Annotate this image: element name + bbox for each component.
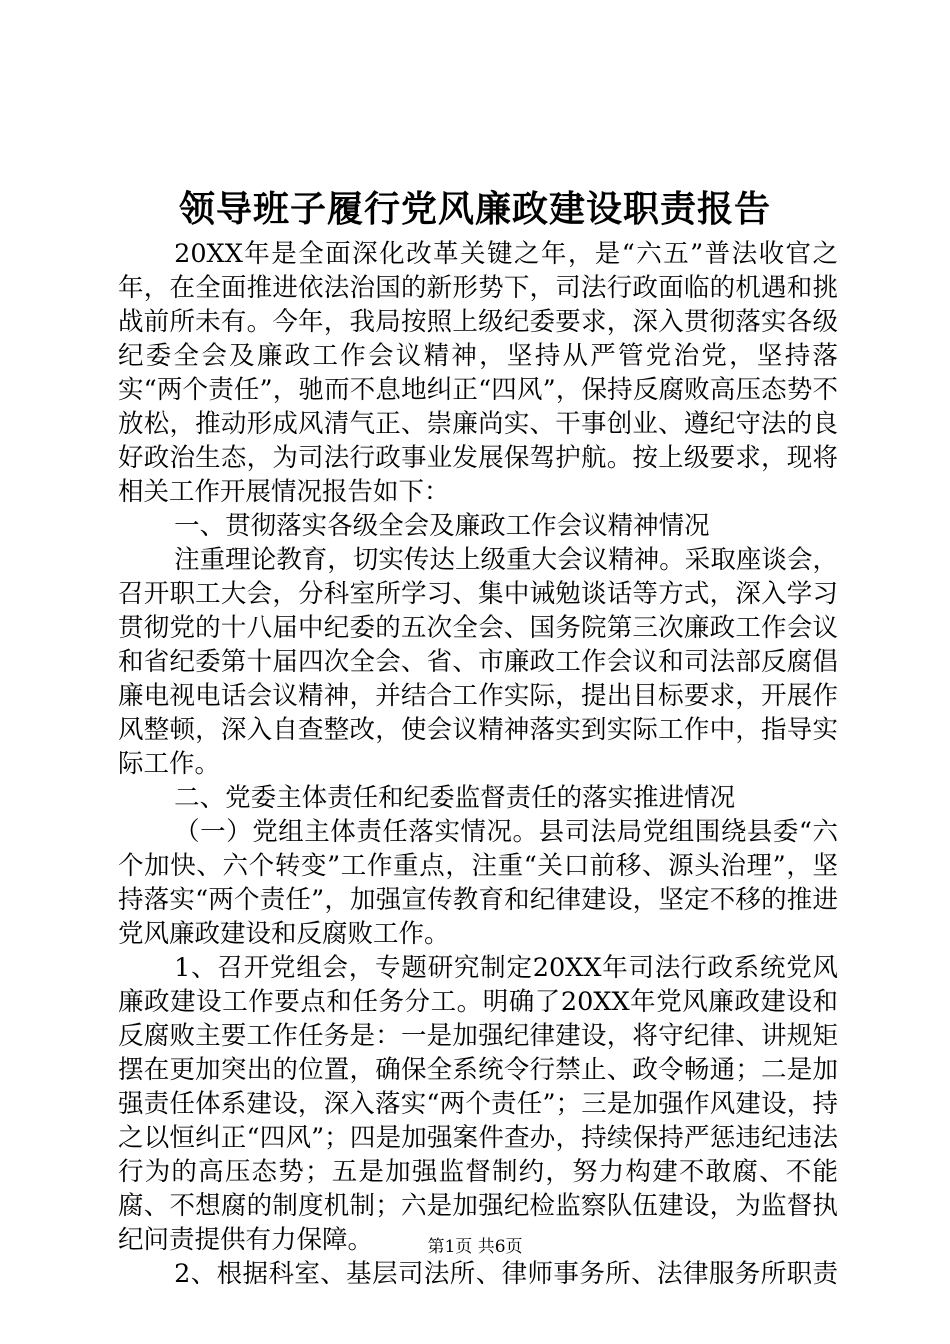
page-footer: 第1页 共6页 — [427, 1237, 523, 1257]
paragraph-subsection-1: （一）党组主体责任落实情况。县司法局党组围绕县委“六个加快、六个转变”工作重点，注重“关口前移、源头治理”，坚持落实“两个责任”，加强宣传教育和纪律建设，坚定不移的推进党风廉政建设和反腐败工作。 — [118, 817, 838, 949]
paragraph-section-1: 注重理论教育，切实传达上级重大会议精神。采取座谈会，召开职工大会，分科室所学习、集中诫勉谈话等方式，深入学习贯彻党的十八届中纪委的五次全会、国务院第三次廉政工作会议和省纪委第十届四次全会、省、市廉政工作会议和司法部反腐倡廉电视电话会议精神，并结合工作实际，提出目标要求，开展作风整顿，深入自查整改，使会议精神落实到实际工作中，指导实际工作。 — [118, 545, 838, 779]
document-body — [118, 237, 838, 1291]
section-heading-1: 一、贯彻落实各级全会及廉政工作会议精神情况 — [174, 511, 710, 541]
paragraph-intro: 20XX年是全面深化改革关键之年，是“六五”普法收官之年，在全面推进依法治国的新形势下，司法行政面临的机遇和挑战前所未有。今年，我局按照上级纪委要求，深入贯彻落实各级纪委全会及廉政工作会议精神，坚持从严管党治党，坚持落实“两个责任”，驰而不息地纠正“四风”，保持反腐败高压态势不放松，推动形成风清气正、崇廉尚实、干事创业、遵纪守法的良好政治生态，为司法行政事业发展保驾护航。按上级要求，现将相关工作开展情况报告如下： — [118, 239, 838, 507]
paragraph-item-2: 2、根据科室、基层司法所、律师事务所、法律服务所职责 — [174, 1259, 838, 1289]
paragraph-item-1: 1、召开党组会，专题研究制定20XX年司法行政系统党风廉政建设工作要点和任务分工。明确了20XX年党风廉政建设和反腐败主要工作任务是：一是加强纪律建设，将守纪律、讲规矩摆在更加突出的位置，确保全系统令行禁止、政令畅通；二是加强责任体系建设，深入落实“两个责任”；三是加强作风建设，持之以恒纠正“四风”；四是加强案件查办，持续保持严惩违纪违法行为的高压态势；五是加强监督制约，努力构建不敢腐、不能腐、不想腐的制度机制；六是加强纪检监察队伍建设，为监督执纪问责提供有力保障。 — [118, 953, 838, 1255]
section-heading-2: 二、党委主体责任和纪委监督责任的落实推进情况 — [174, 783, 736, 813]
document-title: 领导班子履行党风廉政建设职责报告 — [178, 188, 771, 230]
